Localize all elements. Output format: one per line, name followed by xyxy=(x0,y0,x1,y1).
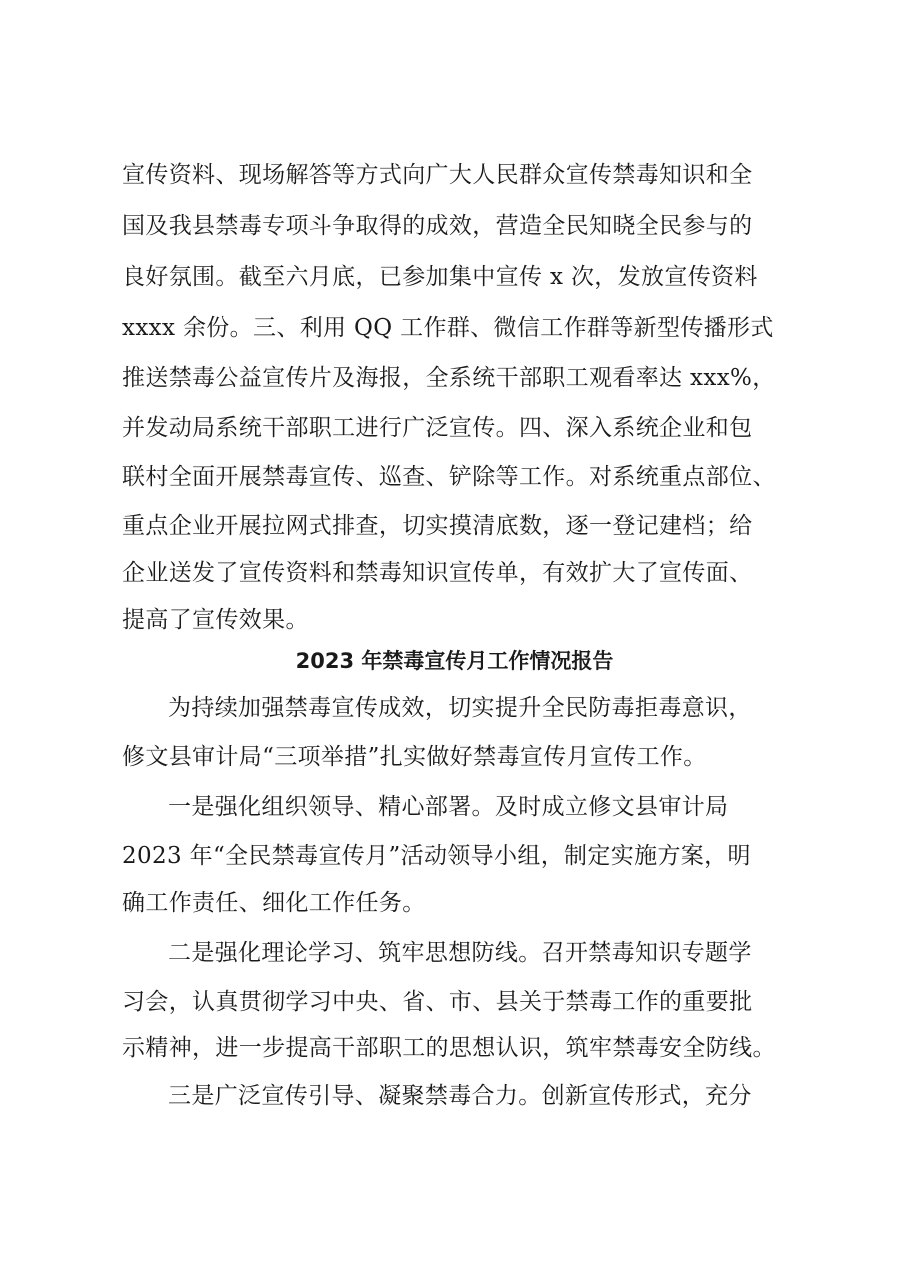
intro-line-1: 宣传资料、现场解答等方式向广大人民群众宣传禁毒知识和全 xyxy=(122,162,753,188)
intro-line-6: 并发动局系统干部职工进行广泛宣传。四、深入系统企业和包 xyxy=(122,415,753,441)
body-line-7: 习会，认真贯彻学习中央、省、市、县关于禁毒工作的重要批 xyxy=(122,989,753,1015)
body-line-1: 为持续加强禁毒宣传成效，切实提升全民防毒拒毒意识， xyxy=(168,695,752,721)
intro-line-3: 良好氛围。截至六月底，已参加集中宣传 x 次，发放宣传资料 xyxy=(122,264,758,290)
intro-line-4: xxxx 余份。三、利用 QQ 工作群、微信工作群等新型传播形式 xyxy=(122,315,774,341)
intro-line-7: 联村全面开展禁毒宣传、巡查、铲除等工作。对系统重点部位、 xyxy=(122,464,776,490)
intro-line-10: 提高了宣传效果。 xyxy=(122,607,309,633)
body-line-8: 示精神，进一步提高干部职工的思想认识，筑牢禁毒安全防线。 xyxy=(122,1035,776,1061)
body-line-2: 修文县审计局“三项举措”扎实做好禁毒宣传月宣传工作。 xyxy=(122,744,707,770)
intro-line-5: 推送禁毒公益宣传片及海报，全系统干部职工观看率达 xxx%， xyxy=(122,365,776,391)
body-line-5: 确工作责任、细化工作任务。 xyxy=(122,890,426,916)
body-line-4: 2023 年“全民禁毒宣传月”活动领导小组，制定实施方案，明 xyxy=(122,843,751,869)
body-line-3: 一是强化组织领导、精心部署。及时成立修文县审计局 xyxy=(168,794,729,820)
intro-line-2: 国及我县禁毒专项斗争取得的成效，营造全民知晓全民参与的 xyxy=(122,213,753,239)
intro-line-8: 重点企业开展拉网式排查，切实摸清底数，逐一登记建档；给 xyxy=(122,513,753,539)
intro-line-9: 企业送发了宣传资料和禁毒知识宣传单，有效扩大了宣传面、 xyxy=(122,560,753,586)
body-line-6: 二是强化理论学习、筑牢思想防线。召开禁毒知识专题学 xyxy=(168,940,752,966)
body-line-9: 三是广泛宣传引导、凝聚禁毒合力。创新宣传形式，充分 xyxy=(168,1083,752,1109)
report-title: 2023 年禁毒宣传月工作情况报告 xyxy=(295,649,614,673)
